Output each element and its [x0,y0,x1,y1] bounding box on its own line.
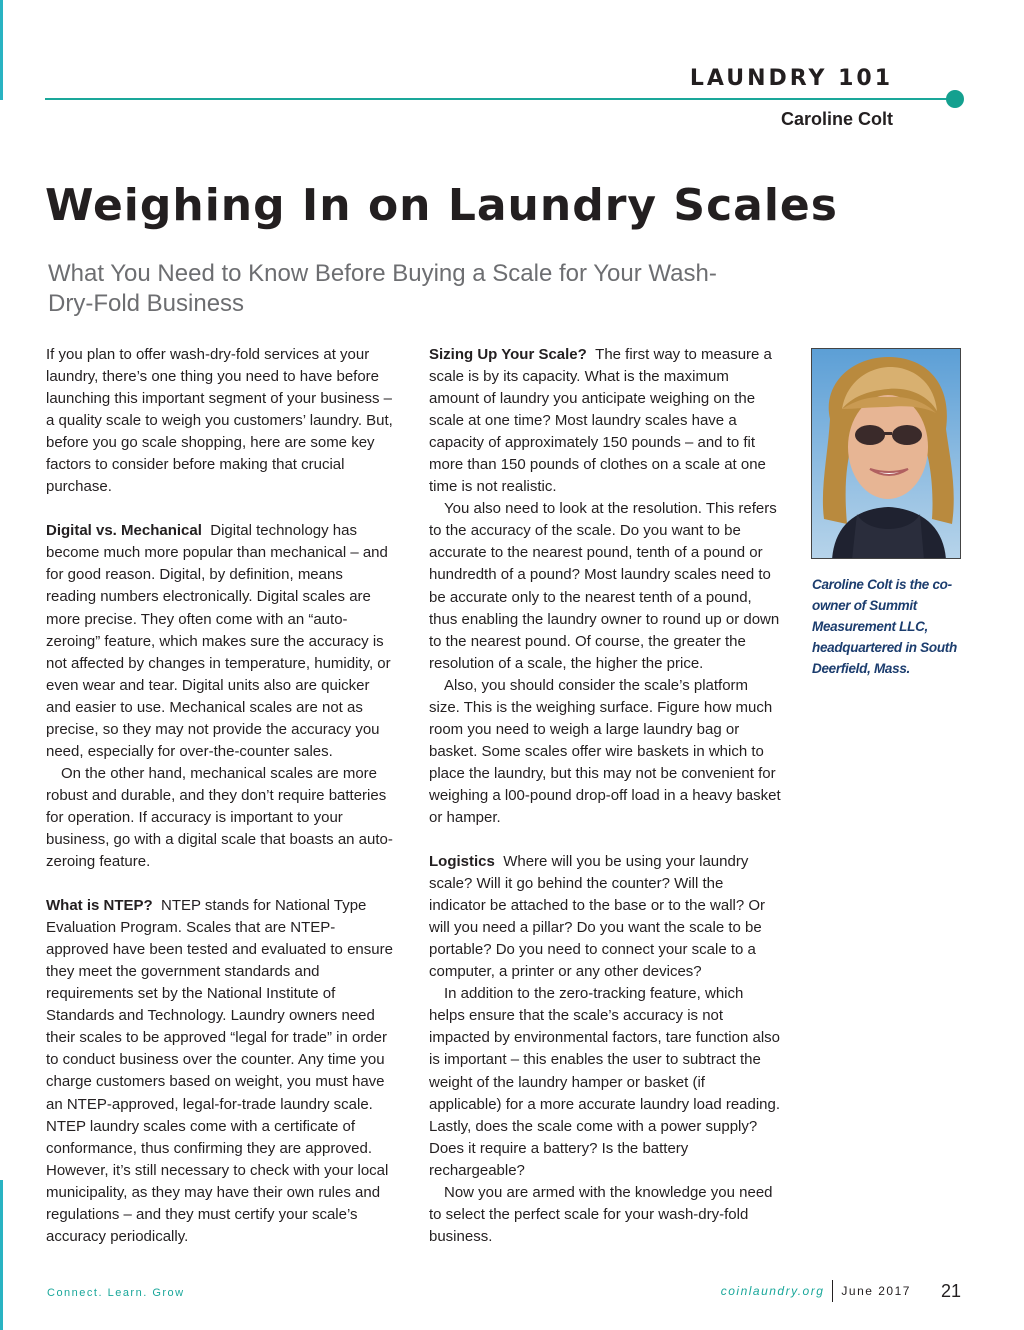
digital-section-paragraph [46,520,396,763]
footer-website: coinlaundry.org [720,1284,825,1298]
digital-section-paragraph-2: On the other hand, mechanical scales are more robust and durable, and they don’t require batteries for operation. If accuracy is important to your business, go with a digital scale that boasts an auto-zeroing feature. [46,764,393,871]
header-rule-dot [946,90,964,108]
sizing-section-paragraph-3: Also, you should consider the scale’s platform size. This is the weighing surface. Figure how much room you need to weigh a large laundry bag or basket. Some scales offer wire baskets in which to place the laundry, but this may not be convenient for weighing a l00-pound drop-off load in a heavy basket or hamper. [429,676,781,826]
sizing-section-text: The first way to measure a scale is by its capacity. What is the maximum amount of laundry you anticipate weighing on the scale at one time? Most laundry scales have a capacity of approximately 150 pounds – and to fit more than 150 pounds of clothes on a scale at one time is not realistic. [429,346,772,496]
logistics-section-heading: Logistics [429,853,495,871]
footer-right-group [721,1280,961,1302]
author-photo [811,348,961,559]
intro-paragraph: If you plan to offer wash-dry-fold services at your laundry, there’s one thing you need to have before launching this important segment of your business – a quality scale to weigh you customers’ laundry. But, before you go scale shopping, here are some key factors to consider before making that crucial purchase. [46,346,393,496]
sizing-section-paragraph-2: You also need to look at the resolution. This refers to the accuracy of the scale. Do you want to be accurate to the nearest pound, tenth of a pound or hundredth of a pound? Most laundry scales need to be accurate only to the nearest tenth of a pound, thus enabling the laundry owner to round up or down to the nearest pound. Of course, the greater the resolution of a scale, the higher the price. [429,500,780,672]
footer-tagline: Connect. Learn. Grow [47,1287,185,1299]
digital-section-heading: Digital vs. Mechanical [46,522,202,540]
logistics-section-paragraph-2: In addition to the zero-tracking feature, which helps ensure that the scale’s accuracy is not impacted by environmental factors, tare function also is important – this enables the user to subtract the weight of the laundry hamper or basket (if applicable) for a more accurate laundry load reading. Lastly, does the scale come with a power supply? Does it require a battery? Is the battery rechargeable? [429,985,781,1179]
author-byline: Caroline Colt [780,109,893,129]
footer-issue-date: June 2017 [841,1284,911,1298]
article-subtitle: What You Need to Know Before Buying a Scale for Your Wash-Dry-Fold Business [48,260,717,317]
article-title: Weighing In on Laundry Scales [45,180,838,231]
author-portrait-image [812,349,961,559]
department-title: LAUNDRY 101 [689,66,893,91]
footer-divider [832,1280,833,1302]
sizing-section-heading: Sizing Up Your Scale? [429,346,587,363]
page-number: 21 [940,1280,961,1301]
article-column-1 [46,344,396,1248]
logistics-section-paragraph-3: Now you are armed with the knowledge you need to select the perfect scale for your wash-dry-fold business. [429,1183,773,1245]
sizing-section-paragraph [429,344,781,498]
digital-section-text: Digital technology has become much more popular than mechanical – and for good reason. Digital, by definition, means reading numbers electronically. Digital scales are more precise. They often come with an “auto-zeroing” feature, which makes sure the accuracy is not affected by changes in temperature, humidity, or even wear and tear. Digital units also are quicker and easier to use. Mechanical scales are not as precise, so they may not provide the accuracy you need, especially for over-the-counter sales. [46,522,391,760]
header-rule [45,98,955,100]
page-edge-mark-top [0,0,3,100]
ntep-section-heading: What is NTEP? [46,897,153,915]
author-photo-caption: Caroline Colt is the co-owner of Summit Measurement LLC, headquartered in South Deerfield, Mass. [812,577,957,676]
page-edge-mark-bottom [0,1180,3,1330]
logistics-section-paragraph [429,851,781,983]
article-column-2 [429,344,781,1248]
ntep-section-text: NTEP stands for National Type Evaluation Program. Scales that are NTEP-approved have been tested and evaluated to ensure they meet the government standards and requirements set by the National Institute of Standards and Technology. Laundry owners need their scales to be approved “legal for trade” in order to conduct business over the counter. Any time you charge customers based on weight, you must have an NTEP-approved, legal-for-trade laundry scale. NTEP laundry scales come with a certificate of conformance, thus confirming they are approved. However, it’s still necessary to check with your local municipality, as they may have their own rules and regulations – and they must certify your scale’s accuracy periodically. [46,897,393,1245]
logistics-section-text: Where will you be using your laundry scale? Will it go behind the counter? Will the indicator be attached to the base or to the wall? Or will you need a pillar? Do you want the scale to be portable? Do you need to connect your scale to a computer, a printer or any other devices? [429,853,766,981]
ntep-section-paragraph [46,895,396,1248]
